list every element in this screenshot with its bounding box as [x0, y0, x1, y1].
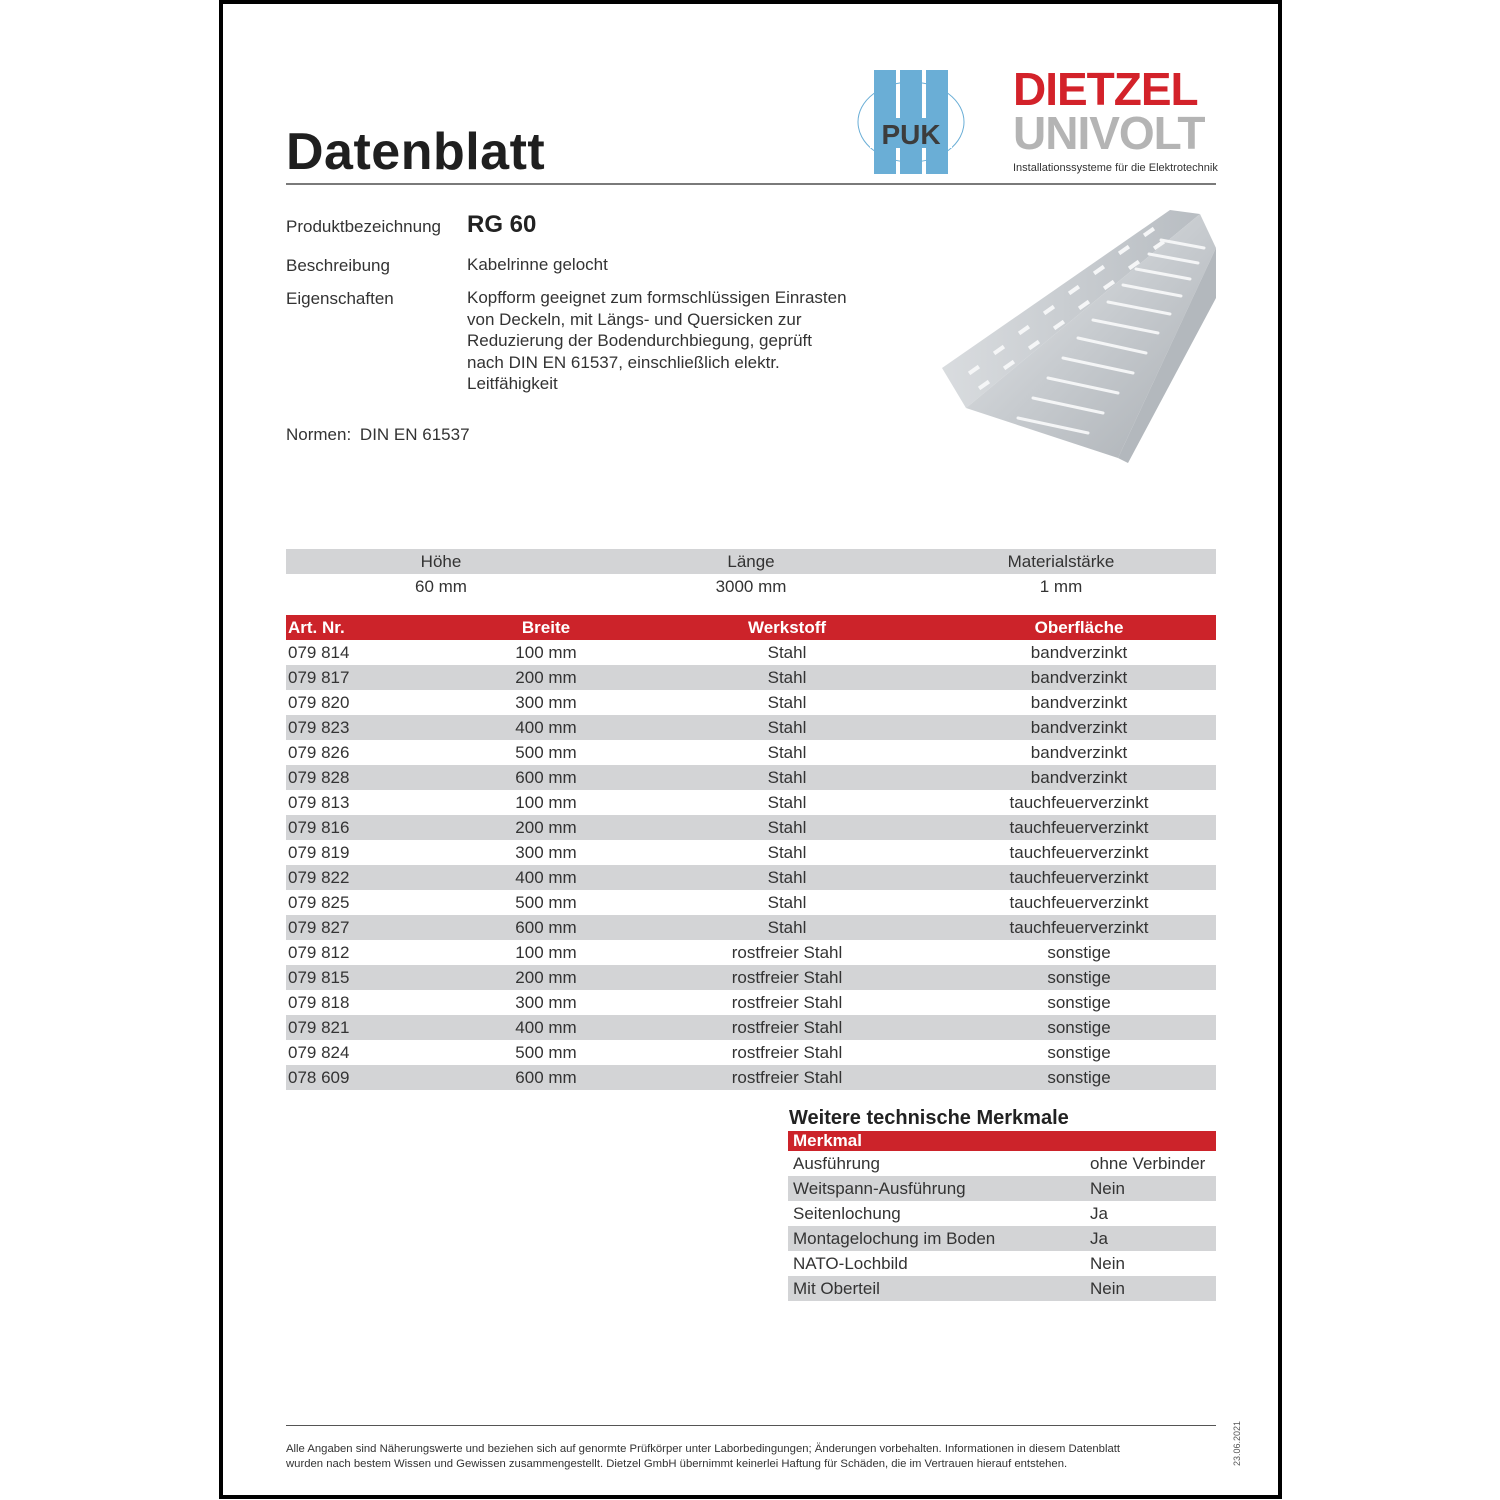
description-value: Kabelrinne gelocht	[467, 255, 608, 274]
feature-key: Mit Oberteil	[793, 1278, 880, 1298]
table-row	[286, 640, 1216, 665]
features-table	[788, 1131, 1216, 1301]
art-nr: 079 819	[288, 842, 350, 862]
table-row	[286, 1040, 1216, 1065]
document-date: 23.06.2021	[1232, 1420, 1242, 1466]
werkstoff: rostfreier Stahl	[731, 992, 843, 1012]
table-row	[286, 840, 1216, 865]
features-header-row	[788, 1131, 1216, 1151]
werkstoff: Stahl	[767, 742, 807, 762]
dimensions-height-value: 60 mm	[415, 576, 467, 596]
dimensions-header-height: Höhe	[420, 551, 462, 571]
feature-row	[788, 1151, 1216, 1176]
table-row	[286, 1015, 1216, 1040]
breite: 100 mm	[515, 942, 577, 962]
col-header-art-nr: Art. Nr.	[288, 617, 345, 637]
breite: 600 mm	[515, 1067, 577, 1087]
feature-row	[788, 1226, 1216, 1251]
svg-text:PUK: PUK	[881, 119, 941, 150]
footer-divider	[286, 1425, 1216, 1426]
werkstoff: rostfreier Stahl	[731, 1042, 843, 1062]
features-title: Weitere technische Merkmale	[789, 1107, 1069, 1129]
werkstoff: rostfreier Stahl	[731, 967, 843, 987]
oberflaeche: tauchfeuerverzinkt	[1009, 917, 1149, 937]
norms-value: DIN EN 61537	[359, 425, 470, 444]
feature-row	[788, 1201, 1216, 1226]
feature-value: Nein	[1090, 1278, 1125, 1298]
oberflaeche: bandverzinkt	[1030, 742, 1128, 762]
dimensions-thickness-value: 1 mm	[1039, 576, 1083, 596]
werkstoff: rostfreier Stahl	[731, 942, 843, 962]
art-nr: 079 828	[288, 767, 350, 787]
oberflaeche: bandverzinkt	[1030, 642, 1128, 662]
oberflaeche: tauchfeuerverzinkt	[1009, 842, 1149, 862]
oberflaeche: tauchfeuerverzinkt	[1009, 817, 1149, 837]
table-row	[286, 790, 1216, 815]
dimensions-header-row	[286, 549, 1216, 574]
feature-row	[788, 1276, 1216, 1301]
oberflaeche: sonstige	[1047, 1017, 1111, 1037]
oberflaeche: sonstige	[1047, 967, 1111, 987]
dimensions-value-row	[286, 574, 1216, 599]
dimensions-length-value: 3000 mm	[715, 576, 787, 596]
dimensions-header-length: Länge	[727, 551, 775, 571]
table-row	[286, 915, 1216, 940]
feature-key: Seitenlochung	[793, 1203, 901, 1223]
col-header-werkstoff: Werkstoff	[747, 617, 827, 637]
properties-value: Kopfform geeignet zum formschlüssigen Einrasten von Deckeln, mit Längs- und Quersicken zur Reduzierung der Bodendurchbiegung, geprüft nach DIN EN 61537, einschließlich elektr. Leitfähigkeit	[467, 288, 847, 393]
product-image	[938, 208, 1216, 463]
table-row	[286, 815, 1216, 840]
werkstoff: rostfreier Stahl	[731, 1067, 843, 1087]
oberflaeche: sonstige	[1047, 992, 1111, 1012]
art-nr: 078 609	[288, 1067, 350, 1087]
breite: 300 mm	[515, 842, 577, 862]
werkstoff: Stahl	[767, 867, 807, 887]
page-title: Datenblatt	[286, 123, 546, 181]
breite: 200 mm	[515, 817, 577, 837]
dimensions-table	[286, 549, 1216, 599]
werkstoff: Stahl	[767, 817, 807, 837]
breite: 200 mm	[515, 967, 577, 987]
dimensions-header-thickness: Materialstärke	[1007, 551, 1115, 571]
table-row	[286, 965, 1216, 990]
art-nr: 079 825	[288, 892, 350, 912]
table-row	[286, 990, 1216, 1015]
table-row	[286, 940, 1216, 965]
oberflaeche: sonstige	[1047, 942, 1111, 962]
werkstoff: Stahl	[767, 792, 807, 812]
table-row	[286, 665, 1216, 690]
feature-key: Montagelochung im Boden	[793, 1228, 996, 1248]
breite: 400 mm	[515, 1017, 577, 1037]
art-nr: 079 815	[288, 967, 350, 987]
breite: 500 mm	[515, 892, 577, 912]
feature-value: Nein	[1090, 1253, 1125, 1273]
product-name-label: Produktbezeichnung	[286, 217, 442, 236]
oberflaeche: tauchfeuerverzinkt	[1009, 792, 1149, 812]
oberflaeche: bandverzinkt	[1030, 767, 1128, 787]
table-row	[286, 690, 1216, 715]
properties-label: Eigenschaften	[286, 289, 394, 308]
table-row	[286, 765, 1216, 790]
feature-key: Weitspann-Ausführung	[793, 1178, 966, 1198]
art-nr: 079 816	[288, 817, 350, 837]
art-nr: 079 823	[288, 717, 350, 737]
werkstoff: Stahl	[767, 842, 807, 862]
table-row	[286, 715, 1216, 740]
art-nr: 079 818	[288, 992, 350, 1012]
footer-disclaimer: Alle Angaben sind Näherungswerte und beziehen sich auf genormte Prüfkörper unter Laborbedingungen; Änderungen vorbehalten. Informationen in diesem Datenblatt wurden nach bestem Wissen und Gewissen zusammengestellt. Dietzel GmbH übernimmt keinerlei Haftung für Schäden, die im Vertrauen hierauf entstehen.	[286, 1443, 1121, 1470]
norms-label: Normen:	[286, 425, 352, 444]
breite: 600 mm	[515, 917, 577, 937]
breite: 400 mm	[515, 717, 577, 737]
werkstoff: Stahl	[767, 692, 807, 712]
feature-value: ohne Verbinder	[1090, 1153, 1206, 1173]
oberflaeche: sonstige	[1047, 1067, 1111, 1087]
feature-row	[788, 1176, 1216, 1201]
art-nr: 079 817	[288, 667, 350, 687]
articles-header-row	[286, 615, 1216, 640]
breite: 200 mm	[515, 667, 577, 687]
breite: 100 mm	[515, 792, 577, 812]
werkstoff: Stahl	[767, 642, 807, 662]
werkstoff: rostfreier Stahl	[731, 1017, 843, 1037]
features-header-label: Merkmal	[793, 1131, 862, 1150]
werkstoff: Stahl	[767, 917, 807, 937]
table-row	[286, 740, 1216, 765]
breite: 300 mm	[515, 692, 577, 712]
oberflaeche: bandverzinkt	[1030, 667, 1128, 687]
breite: 400 mm	[515, 867, 577, 887]
col-header-breite: Breite	[521, 617, 571, 637]
feature-key: Ausführung	[793, 1153, 880, 1173]
art-nr: 079 826	[288, 742, 350, 762]
werkstoff: Stahl	[767, 892, 807, 912]
feature-value: Nein	[1090, 1178, 1125, 1198]
art-nr: 079 813	[288, 792, 350, 812]
norms	[286, 425, 470, 445]
oberflaeche: bandverzinkt	[1030, 692, 1128, 712]
feature-row	[788, 1251, 1216, 1276]
puk-logo	[856, 68, 966, 176]
col-header-oberflaeche: Oberfläche	[1034, 617, 1124, 637]
art-nr: 079 824	[288, 1042, 350, 1062]
articles-table	[286, 615, 1216, 1090]
werkstoff: Stahl	[767, 717, 807, 737]
art-nr: 079 821	[288, 1017, 350, 1037]
breite: 500 mm	[515, 742, 577, 762]
breite: 300 mm	[515, 992, 577, 1012]
product-name-value: RG 60	[467, 211, 537, 238]
art-nr: 079 820	[288, 692, 350, 712]
dietzel-logo: DIETZEL	[1013, 63, 1198, 115]
oberflaeche: sonstige	[1047, 1042, 1111, 1062]
werkstoff: Stahl	[767, 767, 807, 787]
table-row	[286, 865, 1216, 890]
description-label: Beschreibung	[286, 256, 390, 275]
feature-value: Ja	[1090, 1228, 1108, 1248]
feature-key: NATO-Lochbild	[793, 1253, 908, 1273]
art-nr: 079 814	[288, 642, 350, 662]
breite: 500 mm	[515, 1042, 577, 1062]
art-nr: 079 822	[288, 867, 350, 887]
logo-tagline: Installationssysteme für die Elektrotechnik	[1013, 162, 1218, 174]
header-divider	[286, 183, 1216, 185]
werkstoff: Stahl	[767, 667, 807, 687]
breite: 100 mm	[515, 642, 577, 662]
univolt-logo: UNIVOLT	[1013, 107, 1205, 159]
feature-value: Ja	[1090, 1203, 1108, 1223]
table-row	[286, 1065, 1216, 1090]
table-row	[286, 890, 1216, 915]
oberflaeche: tauchfeuerverzinkt	[1009, 892, 1149, 912]
oberflaeche: bandverzinkt	[1030, 717, 1128, 737]
art-nr: 079 827	[288, 917, 350, 937]
oberflaeche: tauchfeuerverzinkt	[1009, 867, 1149, 887]
art-nr: 079 812	[288, 942, 350, 962]
breite: 600 mm	[515, 767, 577, 787]
